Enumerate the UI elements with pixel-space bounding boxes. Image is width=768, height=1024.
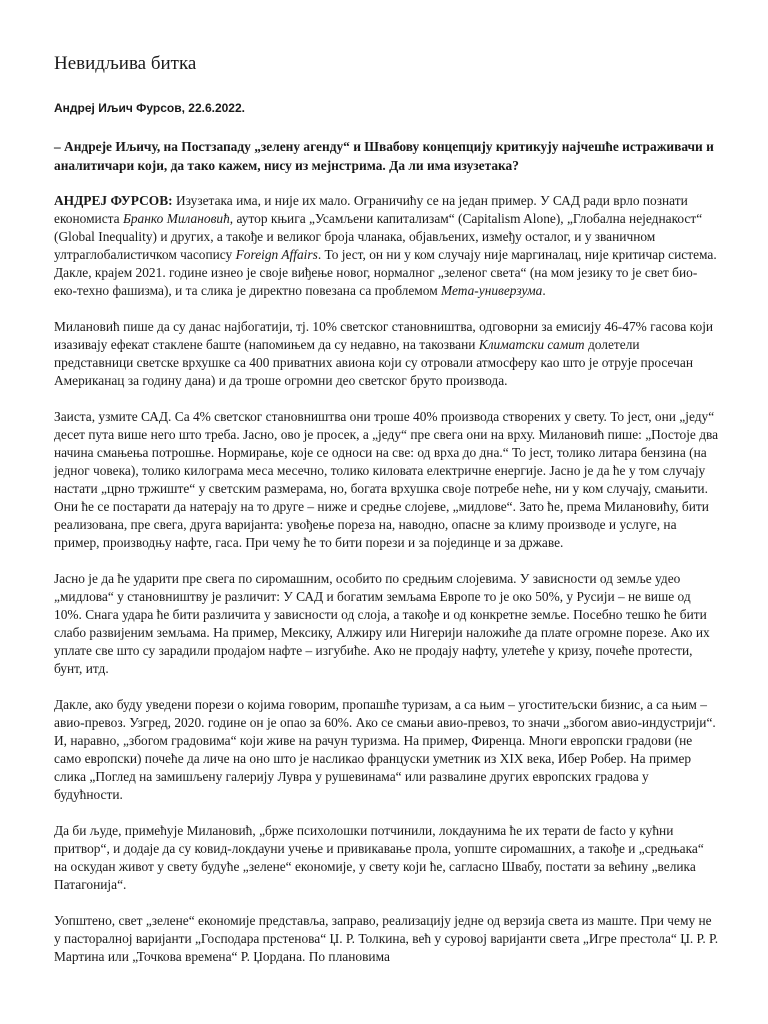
document-page — [54, 52, 719, 984]
interview-question: – Андреје Иљичу, на Постзападу „зелену агенду“ и Швабову концепцију критикују најчешће истраживачи и аналитичари који, да тако кажем, нису из мејнстрима. Да ли има изузетака? — [54, 139, 714, 173]
paragraph-6: Да би људе, примећује Милановић, „брже психолошки потчинили, локдаунима ће их терати de facto у кућни притвор“, и додаје да су ковид-локдауни учење и привикавање прола, уопште сиромашних, а такође и „средњака“ на оскудан живот у свету будуће „зелене“ економије, у свету који ће, сагласно Швабу, постати за већину „велика Патагонија“. — [54, 823, 704, 892]
article-title: Невидљива битка — [54, 53, 197, 74]
speaker-label: АНДРЕЈ ФУРСОВ: — [54, 193, 173, 208]
paragraph-4: Јасно је да ће ударити пре свега по сиромашним, особито по средњим слојевима. У зависности од земље удео „мидлова“ у становништву је различит: У САД и богатим земљама Европе то је око 50%, у Русији – не више од 10%. Снага удара ће бити различита у зависности од слоја, а такође и од конкретне земље. Посебно тешко ће бити слабо развијеним земљама. На пример, Мексику, Алжиру или Нигерији наложиће да плате огромне порезе. Ако их уплате све што су зарадили продајом нафте – изгубиће. Ако не продају нафту, улетеће у кризу, почеће протести, бунт, итд. — [54, 571, 710, 676]
paragraph-7: Уопштено, свет „зелене“ економије представља, заправо, реализацију једне од верзија света из маште. При чему не у пасторалној варијанти „Господара прстенова“ Џ. Р. Толкина, већ у суровој варијанти света „Игре престола“ Џ. Р. Р. Мартина или „Точкова времена“ Р. Џордана. По плановима — [54, 913, 719, 964]
paragraph-1-text-b: , аутор књига „Усамљени капитализам“ (Capitalism Alone), „Глобална неједнакост“ (Global Inequality) и других, а такође и великог броја чланака, објављених, између осталог, и у званичном ултраглобалистичком часопису — [54, 211, 703, 262]
paragraph-1-text-a: Изузетака има, и није их мало. Ограничићу се на један пример. У САД ради врло познати економиста — [54, 193, 688, 226]
climate-summit-term: Климатски самит — [478, 337, 585, 352]
paragraph-1 — [54, 192, 719, 300]
paragraph-5: Дакле, ако буду уведени порези о којима говорим, пропашће туризам, а са њим – угоститељски бизнис, а са њим – авио-превоз. Узгред, 2020. године он је опао за 60%. Ако се смањи авио-превоз, то значи „збогом авио-индустрији“. И, наравно, „збогом градовима“ који живе на рачун туризма. На пример, Фиренца. Многи европски градови (не само европски) почеће да личе на оно што је насликао француски уметник из XIX века, Ибер Робер. На пример слика „Поглед на замишљену галерију Лувра у рушевинама“ или развалине других европских градова у будућности. — [54, 697, 716, 802]
paragraph-2-text-a: Милановић пише да су данас најбогатији, тј. 10% светског становништва, одговорни за емисију 46-47% гасова који изазивају ефекат стаклене баште (напомињем да су недавно, на такозвани — [54, 319, 714, 352]
author-date-line: Андреј Иљич Фурсов, 22.6.2022. — [54, 101, 245, 115]
paragraph-3: Заиста, узмите САД. Са 4% светског становништва они троше 40% производа створених у свету. То јест, они „једу“ десет пута више него што треба. Јасно, ово је просек, а „једу“ пре свега они на врху. Милановић пише: „Постоје два начина смањења потрошње. Нормирање, које се односи на све: од врха до дна.“ То јест, толико литара бензина (на једног човека), толико килограма меса месечно, толико киловата електричне енергије. Јасно је да ће у том случају настати „црно тржиште“ у светским размерама, но, богата врхушка своје потребе неће, ни у ком случају, смањити. Они ће се постарати да натерају на то друге – ниже и средње слојеве, „мидлове“. Зато ће, према Милановићу, бити реализована, пре свега, друга варијанта: увођење пореза на, наводно, опасне за климу производе и услуге, на пример, производњу нафте, гаса. При чему ће то бити порези и за појединце и за државе. — [54, 409, 719, 550]
paragraph-2 — [54, 318, 719, 390]
economist-name: Бранко Милановић — [122, 211, 230, 226]
metaverse-term: Мета-универзума — [441, 283, 543, 298]
paragraph-2-text-b: долетели представници светске врхушке са 400 приватних авиона који су отровали атмосферу као што је отрује просечан Американац за годину дана) и да троше огромни део светског бруто производа. — [54, 337, 693, 388]
paragraph-1-text-d: . — [542, 283, 546, 298]
journal-name: Foreign Affairs — [235, 247, 318, 262]
paragraph-1-text-c: . То јест, он ни у ком случају није маргиналац, није критичар система. Дакле, крајем 2021. године изнео је своје виђење новог, нормалног „зеленог света“ (на мом језику то је свет био-еко-техно фашизма), и та слика је директно повезана са проблемом — [54, 247, 717, 298]
